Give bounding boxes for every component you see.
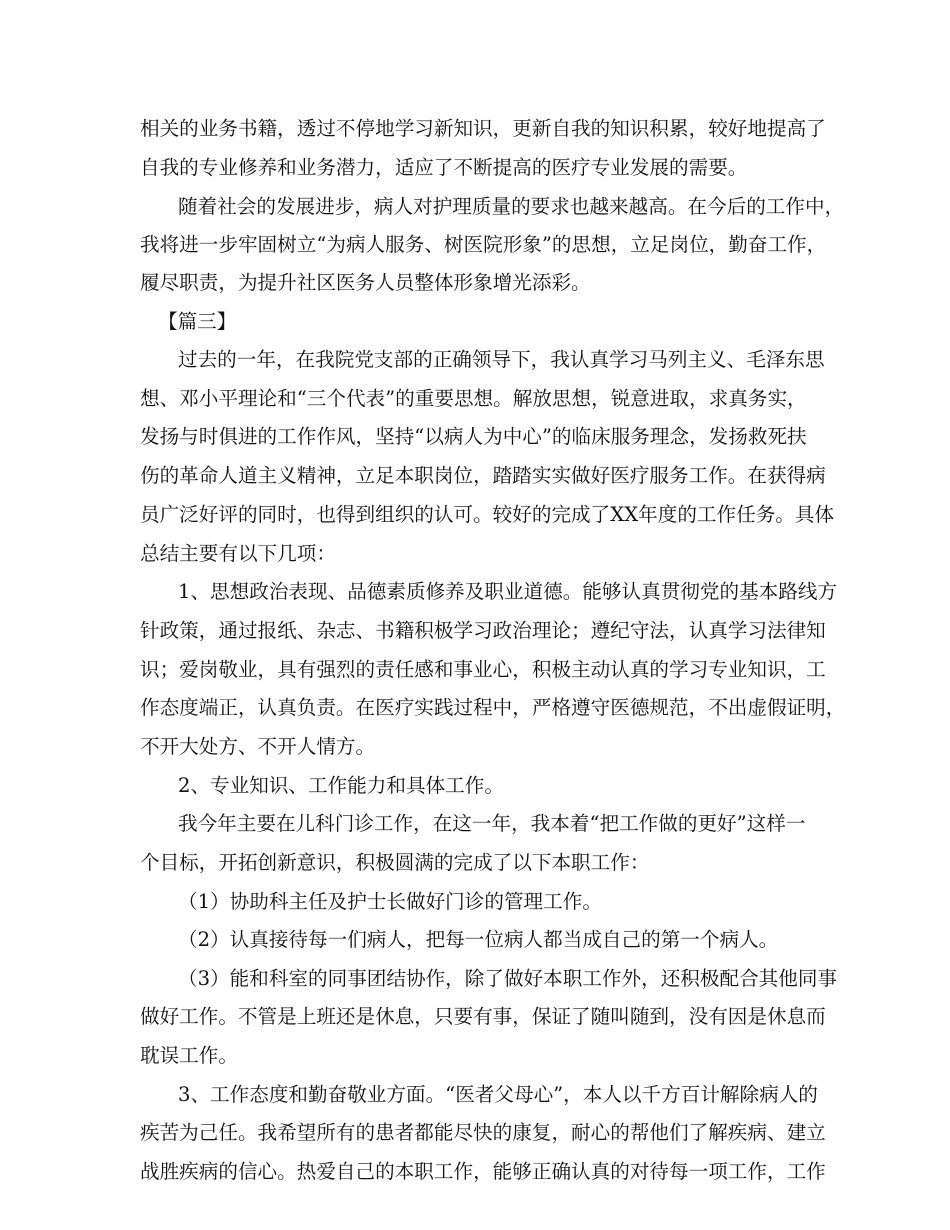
text-line: 个目标，开拓创新意识，积极圆满的完成了以下本职工作： [140, 851, 650, 874]
text-line: 相关的业务书籍，透过不停地学习新知识，更新自我的知识积累，较好地提高了 [140, 117, 826, 140]
text-line: 针政策，通过报纸、杂志、书籍积极学习政治理论；遵纪守法，认真学习法律知 [140, 619, 826, 642]
text-line: 履尽职责，为提升社区医务人员整体形象增光添彩。 [140, 271, 591, 294]
paragraph-start-line: 我今年主要在儿科门诊工作，在这一年，我本着“把工作做的更好”这样一 [178, 812, 806, 835]
text-line: 做好工作。不管是上班还是休息，只要有事，保证了随叫随到，没有因是休息而 [140, 1005, 826, 1028]
text-line: 员广泛好评的同时，也得到组织的认可。较好的完成了XX年度的工作任务。具体 [140, 503, 835, 526]
section-heading: 【篇三】 [158, 310, 237, 333]
text-line: 总结主要有以下几项： [140, 542, 336, 565]
list-item-line: （1）协助科主任及护士长做好门诊的管理工作。 [178, 890, 602, 913]
paragraph-start-line: 过去的一年，在我院党支部的正确领导下，我认真学习马列主义、毛泽东思 [178, 348, 825, 371]
text-line: 想、邓小平理论和“三个代表”的重要思想。解放思想，锐意进取，求真务实， [140, 387, 807, 410]
paragraph-start-line: 随着社会的发展进步，病人对护理质量的要求也越来越高。在今后的工作中， [178, 195, 845, 218]
list-item-line: （2）认真接待每一们病人，把每一位病人都当成自己的第一个病人。 [178, 928, 779, 951]
paragraph-start-line: 2、专业知识、工作能力和具体工作。 [178, 774, 504, 797]
text-line: 战胜疾病的信心。热爱自己的本职工作，能够正确认真的对待每一项工作，工作 [140, 1160, 826, 1183]
text-line: 不开大处方、不开人情方。 [140, 735, 376, 758]
text-line: 作态度端正，认真负责。在医疗实践过程中，严格遵守医德规范，不出虚假证明， [140, 696, 846, 719]
text-line: 发扬与时俱进的工作作风，坚持“以病人为中心”的临床服务理念，发扬救死扶 [140, 425, 807, 448]
text-line: 伤的革命人道主义精神，立足本职岗位，踏踏实实做好医疗服务工作。在获得病 [140, 464, 826, 487]
text-line: 耽误工作。 [140, 1044, 238, 1067]
list-item-line: （3）能和科室的同事团结协作，除了做好本职工作外，还积极配合其他同事 [178, 967, 838, 990]
text-line: 我将进一步牢固树立“为病人服务、树医院形象”的思想，立足岗位，勤奋工作， [140, 233, 827, 256]
text-line: 疾苦为己任。我希望所有的患者都能尽快的康复，耐心的帮他们了解疾病、建立 [140, 1121, 826, 1144]
paragraph-start-line: 3、工作态度和勤奋敬业方面。“医者父母心”，本人以千方百计解除病人的 [178, 1083, 818, 1106]
paragraph-start-line: 1、思想政治表现、品德素质修养及职业道德。能够认真贯彻党的基本路线方 [178, 580, 838, 603]
text-line: 识；爱岗敬业，具有强烈的责任感和事业心，积极主动认真的学习专业知识，工 [140, 658, 826, 681]
text-line: 自我的专业修养和业务潜力，适应了不断提高的医疗专业发展的需要。 [140, 156, 748, 179]
